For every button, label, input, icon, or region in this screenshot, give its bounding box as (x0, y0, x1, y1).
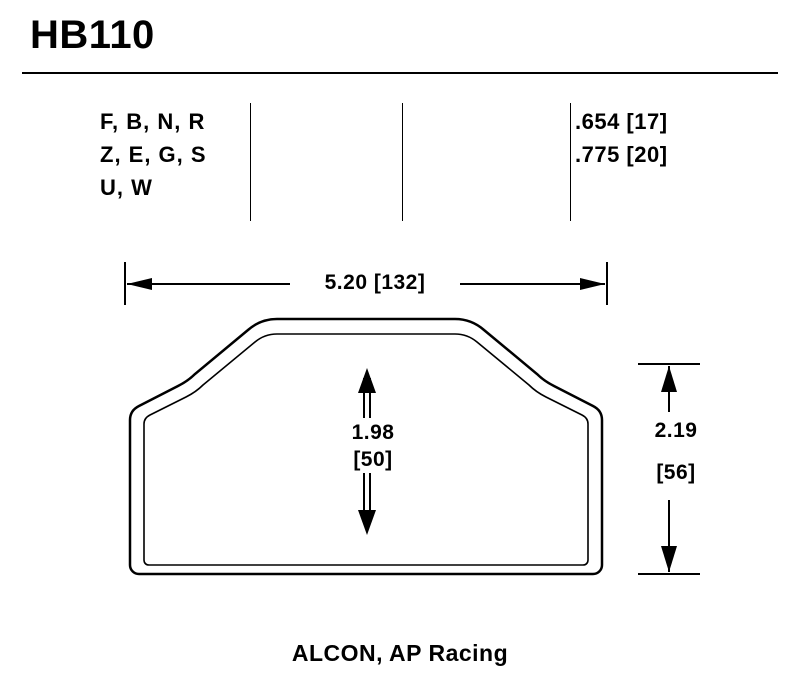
compound-codes-line-2: Z, E, G, S (100, 142, 207, 167)
thickness-row-1: .654 [17] (575, 109, 668, 134)
page-title: HB110 (30, 13, 155, 57)
tab-height-label-mm: [50] (318, 447, 428, 473)
compound-codes-line-3: U, W (100, 175, 153, 200)
height-label-mm: [56] (620, 460, 732, 486)
width-dimension-label: 5.20 [132] (290, 270, 460, 296)
tab-height-label-inches: 1.98 (318, 420, 428, 446)
thickness-row-2: .775 [20] (575, 142, 668, 167)
compound-codes-line-1: F, B, N, R (100, 109, 206, 134)
manufacturer-label: ALCON, AP Racing (291, 640, 509, 666)
height-label-inches: 2.19 (620, 418, 732, 444)
